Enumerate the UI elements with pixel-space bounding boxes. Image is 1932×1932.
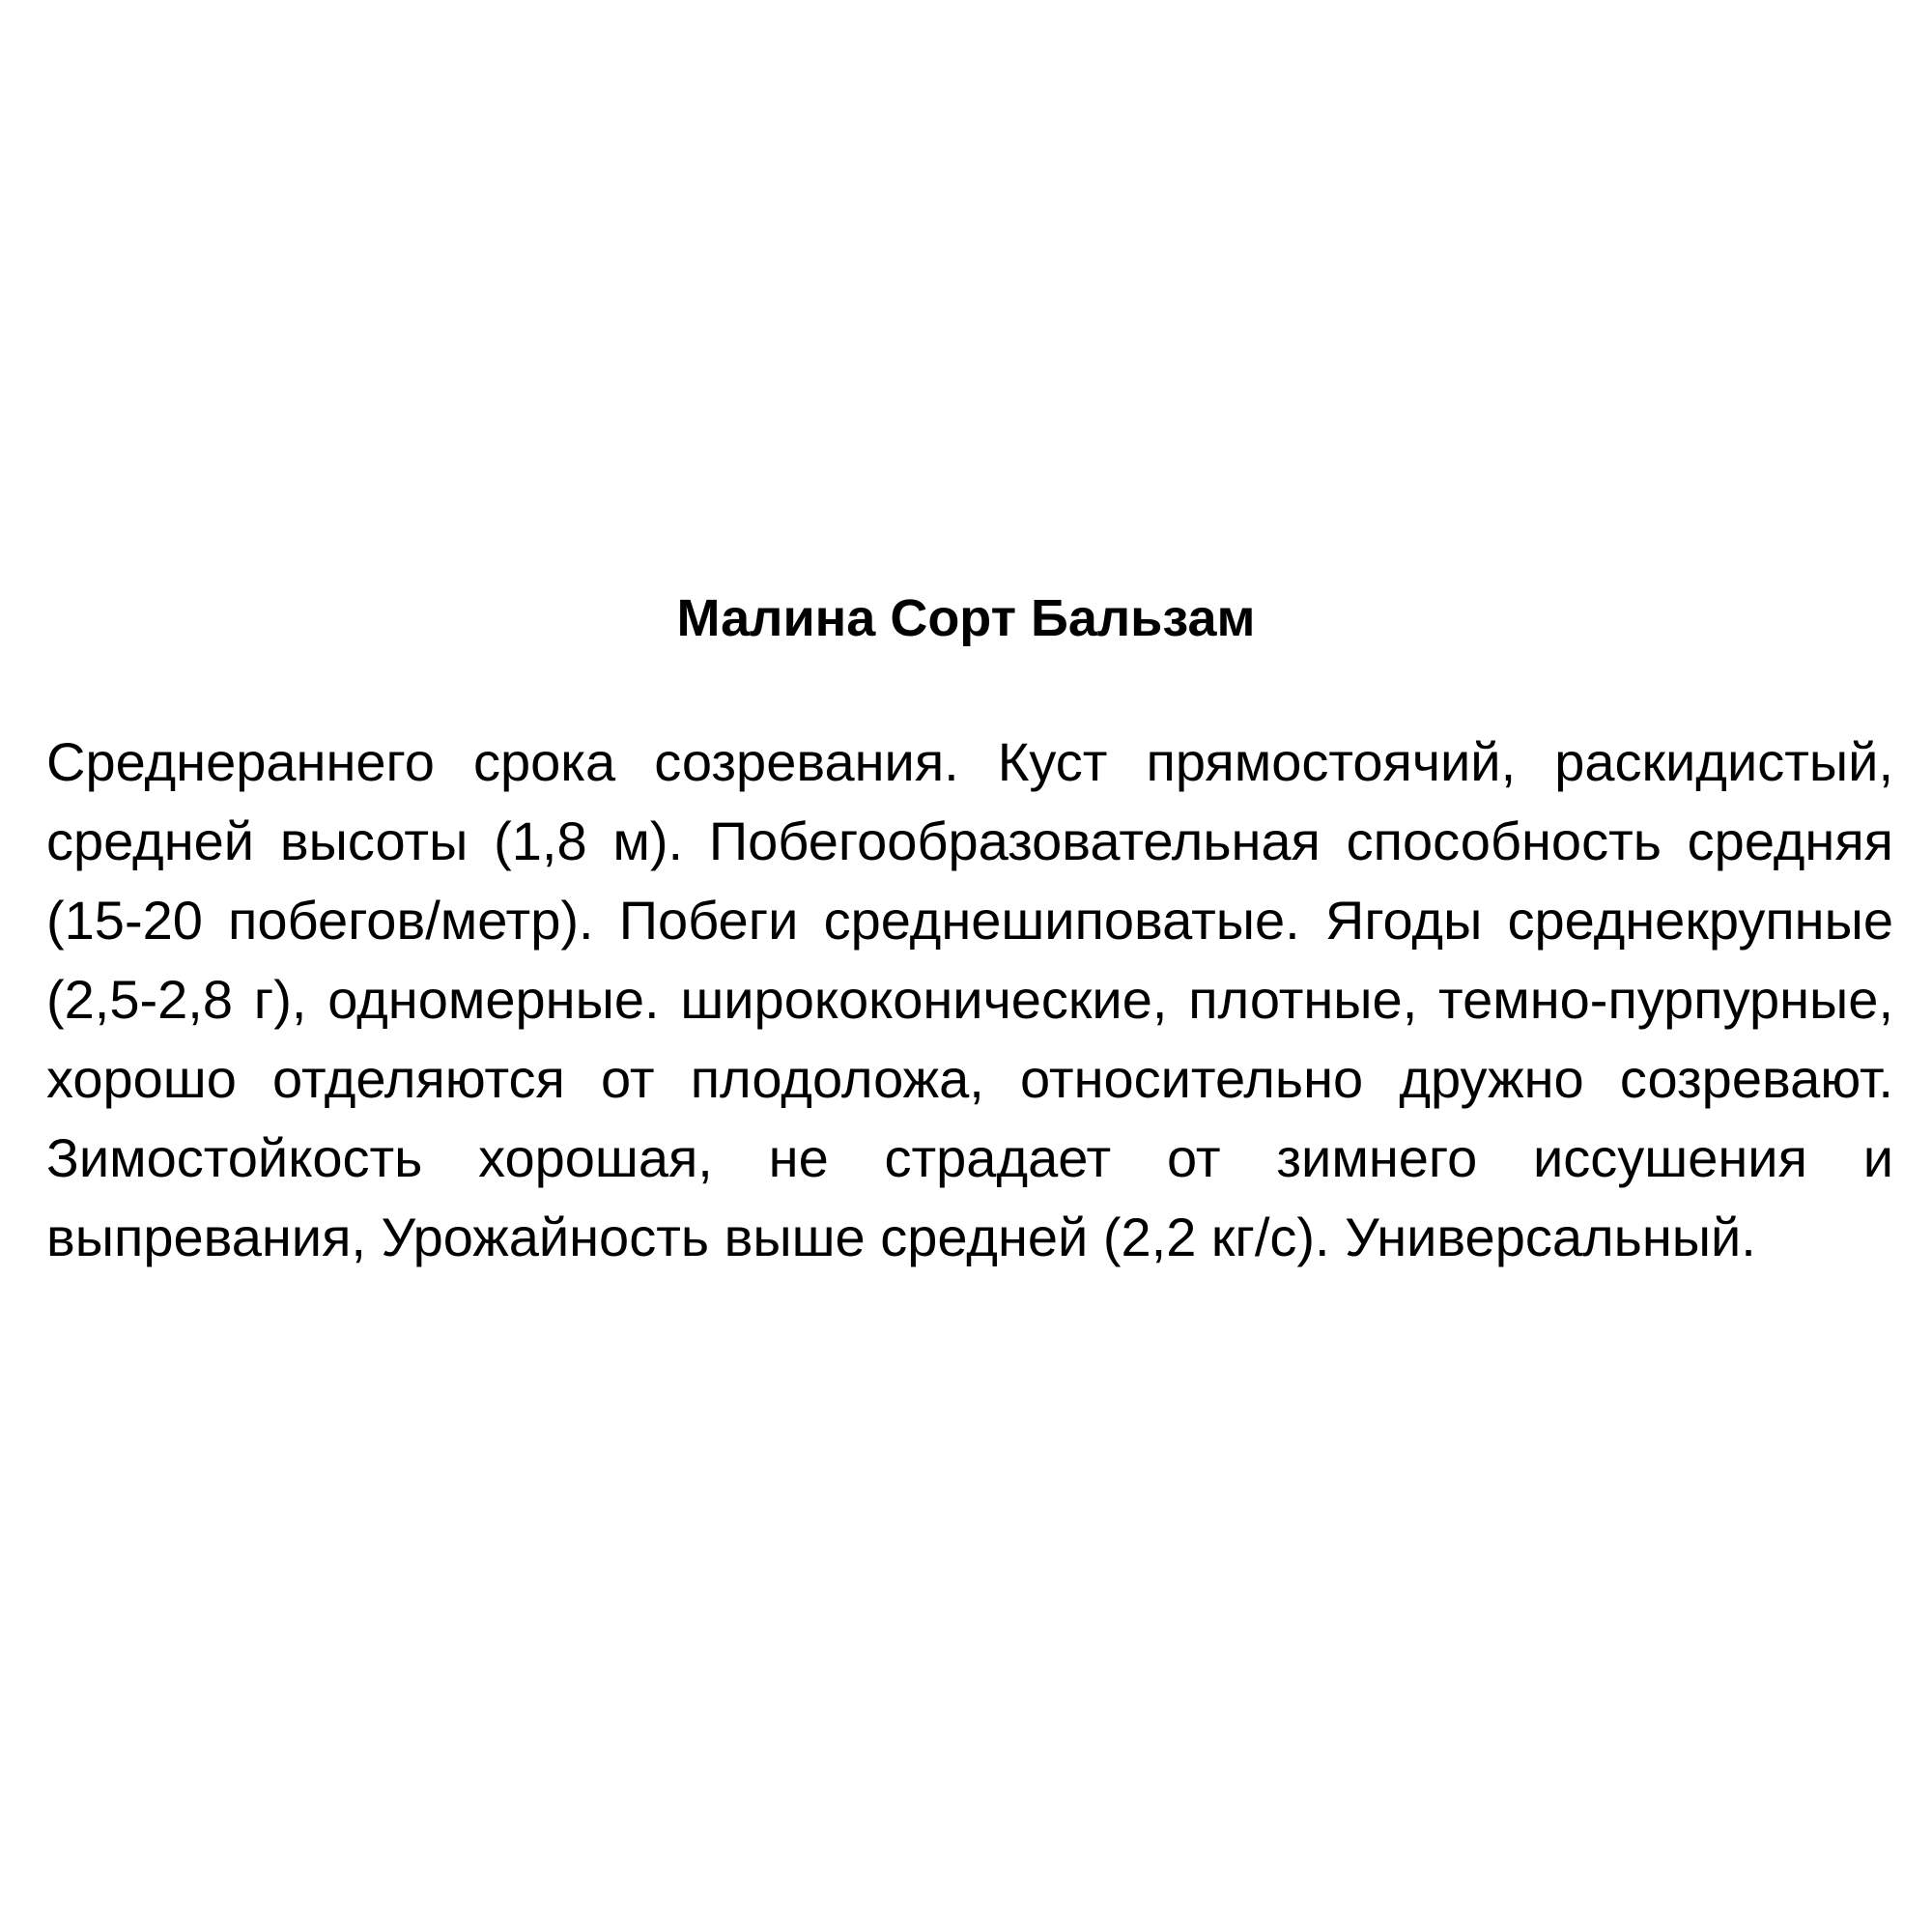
document-description: Среднераннего срока созревания. Куст прямостоячий, раскидистый, средней высоты (1,8 м). Побегообразовательная способность средняя (15-20 побегов/метр). Побеги среднешиповатые. Ягоды среднекрупные (2,5-2,8 г), одномерные. ширококонические, плотные, темно-пурпурные, хорошо отделяются от плодоложа, относительно дружно созревают. Зимостойкость хорошая, не страдает от зимнего иссушения и выпревания, Урожайность выше средней (2,2 кг/с). Универсальный. — [46, 731, 1893, 1267]
document-title: Малина Сорт Бальзам — [676, 589, 1256, 647]
